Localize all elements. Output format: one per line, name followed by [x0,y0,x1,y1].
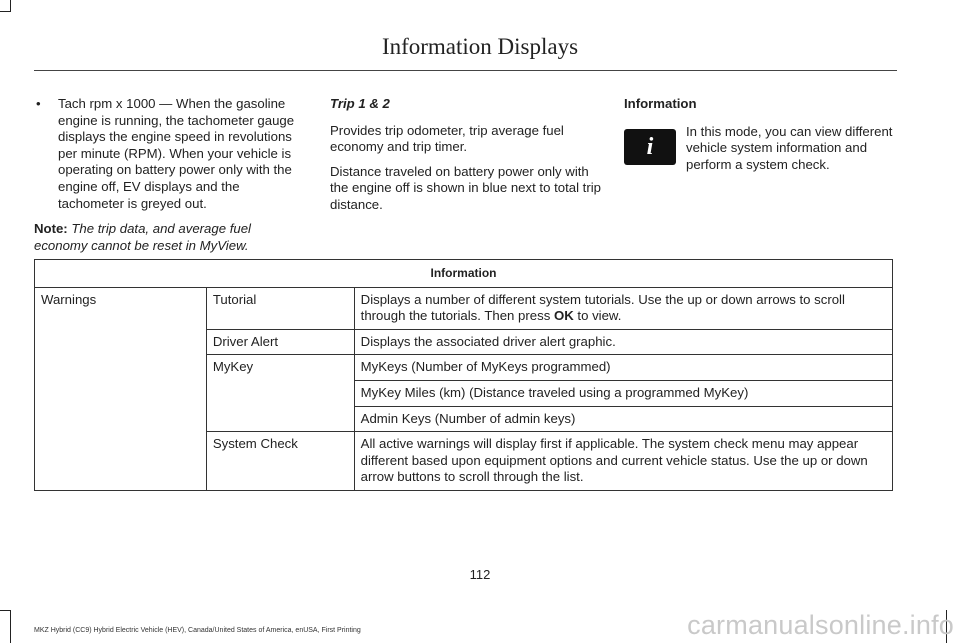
watermark: carmanualsonline.info [687,610,954,640]
bullet-text: Tach rpm x 1000 — When the gasoline engine is running, the tachometer gauge displays the engine speed in revolutions per minute (RPM). When your vehicle is operating on battery power only with the engine off, EV displays and the tachometer is greyed out. [58,96,295,211]
bullet-marker: • [36,96,41,111]
note [34,221,306,254]
crop-mark-bottom-left [10,610,11,643]
table-description: All active warnings will display first if applicable. The system check menu may appear different based upon equipment options and current vehicle status. Use the up or down arrow buttons to scroll through the list. [354,432,892,491]
table-group-label: Warnings [35,287,207,490]
table-description [354,287,892,329]
note-text: The trip data, and average fuel economy cannot be reset in MyView. [34,221,251,253]
right-column [624,96,896,173]
page-number: 112 [469,567,491,582]
table-description: MyKey Miles (km) (Distance traveled using a programmed MyKey) [354,380,892,406]
note-label: Note: [34,221,68,237]
crop-mark-top-left [0,11,11,12]
table-description: MyKeys (Number of MyKeys programmed) [354,355,892,381]
table-header-row [35,260,893,288]
page-title: Information Displays [381,34,579,59]
middle-column [330,96,602,222]
footer-vehicle-text: MKZ Hybrid (CC9) Hybrid Electric Vehicle (HEV), Canada/United States of America, enUSA, First Printing [34,627,361,634]
table-item: Driver Alert [206,329,354,355]
trip-heading: Trip 1 & 2 [330,96,390,111]
table-item: MyKey [206,355,354,432]
table-description: Admin Keys (Number of admin keys) [354,406,892,432]
trip-paragraph-2: Distance traveled on battery power only with the engine off is shown in blue next to total trip distance. [330,163,602,212]
left-column [34,96,306,254]
header-divider [34,70,897,71]
table-description: Displays the associated driver alert graphic. [354,329,892,355]
table-item: System Check [206,432,354,491]
bullet-item [34,96,306,212]
table-row [35,287,893,329]
crop-mark-bottom-left [0,610,11,611]
information-paragraph: In this mode, you can view different vehicle system information and perform a system check. [686,123,893,172]
desc-before: Displays a number of different system tutorials. Use the up or down arrows to scroll through the tutorials. Then press [360,291,845,324]
trip-paragraph-1: Provides trip odometer, trip average fuel economy and trip timer. [330,122,564,155]
information-heading: Information [624,96,697,111]
desc-bold: OK [553,308,574,324]
information-icon: i [624,129,676,165]
table-header: Information [35,260,893,288]
information-table [34,259,893,491]
table-item: Tutorial [206,287,354,329]
desc-after: to view. [573,308,622,324]
